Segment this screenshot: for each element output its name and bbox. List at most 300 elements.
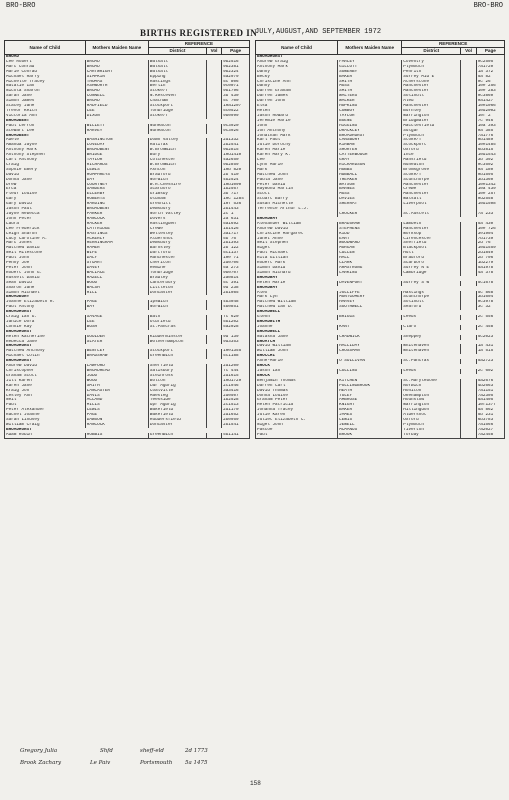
child-name: Leigh Sharon [5, 232, 86, 237]
col-header-maiden: Mothers Maiden Name [85, 41, 148, 55]
page-ref: 3b 430 [222, 94, 250, 99]
child-name: Neil [5, 398, 86, 403]
page-ref: 9c3926 [222, 129, 250, 134]
child-name: Russell David [5, 276, 86, 281]
mother-maiden-name: SOUTHWELL [338, 305, 402, 310]
district: Bury [148, 153, 206, 158]
page-ref: 4b3048 [222, 300, 250, 305]
surname-heading: BROAD [5, 55, 250, 60]
volume [461, 433, 476, 438]
mother-maiden-name: CATTRIDGE [85, 227, 148, 232]
mother-maiden-name: SAVAGE [85, 315, 148, 320]
mother-maiden-name: CARTWRIGHT [85, 70, 148, 75]
col-header-reference: REFERENCE [148, 41, 249, 48]
page-ref: 7b1739 [476, 237, 504, 242]
district: Hillingdon [402, 408, 461, 413]
page-ref: 10d1543 [476, 153, 504, 158]
page-ref: 5a2676 [476, 379, 504, 384]
child-name: Lynn Marie [256, 163, 338, 168]
mother-maiden-name: ACLAND [85, 398, 148, 403]
mother-maiden-name: HIGGINS [338, 124, 402, 129]
district: Crewe [148, 227, 206, 232]
district: Stockport [402, 143, 461, 148]
child-name: Rita Gillian [256, 256, 338, 261]
district: Bath [148, 315, 206, 320]
child-name: Lee Robert [5, 60, 86, 65]
page-ref: 1b2567 [222, 187, 250, 192]
child-name: Natalie Ian [5, 84, 86, 89]
district: Burnley [402, 109, 461, 114]
child-name: Erca [5, 187, 86, 192]
district: Haslingden [148, 222, 206, 227]
mother-maiden-name: KITCHEN [338, 379, 402, 384]
page-ref: 5a2723 [476, 359, 504, 364]
district: North Valley [148, 212, 206, 217]
child-name: Matthew John [256, 173, 338, 178]
district: Ince [402, 153, 461, 158]
page-ref: 1a 515 [476, 349, 504, 354]
mother-maiden-name: DAWSON [85, 418, 148, 423]
district: Bolton [148, 379, 206, 384]
district: Doncaster [148, 291, 206, 296]
col-header-reference: REFERENCE [402, 41, 505, 48]
page-ref: 10e 726 [476, 227, 504, 232]
child-name: Julie Dorothy [256, 143, 338, 148]
mother-maiden-name: WALLACE [85, 271, 148, 276]
district: Lwr Agbrig [148, 384, 206, 389]
mother-maiden-name: WALSH [85, 286, 148, 291]
district: Manchester [402, 183, 461, 188]
mother-maiden-name: CLARK [338, 261, 402, 266]
child-name: Karen Marie [256, 148, 338, 153]
handwritten-note: Portsmouth [140, 760, 173, 766]
district: Chatham [148, 99, 206, 104]
mother-maiden-name: JOLLIFFE [338, 291, 402, 296]
mother-maiden-name: SIMPKIN [85, 75, 148, 80]
col-header-vol: Vol [461, 48, 476, 55]
child-name: Paul [5, 403, 86, 408]
page-ref: 3b 392 [476, 158, 504, 163]
left-register-table [4, 40, 250, 439]
col-header-district: District [148, 48, 206, 55]
district: Salisbury [148, 369, 206, 374]
child-name: Fleur Louise [5, 192, 86, 197]
child-name: Helen Patricia [256, 403, 338, 408]
child-name: Pascoe [256, 428, 338, 433]
district: Coalville [148, 389, 206, 394]
child-name: Peter Jonn [5, 266, 86, 271]
child-name: Amanda Jayne [5, 143, 86, 148]
child-name: Jason Paul [5, 207, 86, 212]
mother-maiden-name: SMITH [338, 89, 402, 94]
page-ref: 5c 806 [222, 80, 250, 85]
mother-maiden-name: CULLEN [338, 251, 402, 256]
district: Stockport [148, 349, 206, 354]
district: Greenwich [148, 433, 206, 438]
page-ref: 10b1090 [222, 183, 250, 188]
page-ref: 4a2650 [222, 158, 250, 163]
mother-maiden-name: HOBBS [338, 168, 402, 173]
child-name: Becky [256, 75, 338, 80]
child-name: Kraig Jon [5, 389, 86, 394]
mother-maiden-name: MOSS [338, 84, 402, 89]
district: Walsall [402, 197, 461, 202]
child-name: John Peter [5, 217, 86, 222]
mother-maiden-name: HALLIDAY [338, 344, 402, 349]
mother-maiden-name: ARMSTRONG [338, 266, 402, 271]
page-ref: 2c1513 [222, 403, 250, 408]
page-ref: 5c0522 [222, 109, 250, 114]
page-ref: 2d0706 [222, 261, 250, 266]
child-name: Karen Jane [5, 384, 86, 389]
district: Kidderminster [148, 335, 206, 340]
district: Blackpool [402, 246, 461, 251]
mother-maiden-name: BROOK [338, 433, 402, 438]
child-name: Trevor Keith [5, 109, 86, 114]
page-ref: 1b2279 [476, 261, 504, 266]
surname-heading: BROADWAY [256, 286, 505, 291]
child-name: Elsa [256, 104, 338, 109]
mother-maiden-name: JEWELL [338, 423, 402, 428]
district: Scarboro [402, 261, 461, 266]
page-ref: 9c2505 [476, 60, 504, 65]
child-name: Stacey Jane [5, 104, 86, 109]
child-name: Julie Karen [256, 413, 338, 418]
page-ref: 2d 76 [476, 241, 504, 246]
mother-maiden-name: DAY [85, 178, 148, 183]
page-ref: 2c 458 [476, 325, 504, 330]
district: Down Valley [148, 138, 206, 143]
mother-maiden-name: COLLINS [338, 369, 402, 374]
page-ref: 9a 385 [476, 129, 504, 134]
child-name: Joanne [256, 325, 338, 330]
mother-maiden-name: SMITH [85, 384, 148, 389]
child-name: Connie Kay [5, 325, 86, 330]
page-ref: 3b1360 [476, 178, 504, 183]
mother-maiden-name: GOULDER [85, 335, 148, 340]
child-name: John [256, 124, 338, 129]
page-ref: 10f1377 [476, 403, 504, 408]
child-name: Rachel Joanne [5, 413, 86, 418]
page-ref: 9b1595 [476, 173, 504, 178]
mother-maiden-name: HANCOCK [85, 217, 148, 222]
child-name: Paul Antony [5, 305, 86, 310]
mother-maiden-name: BRIGGS [338, 315, 402, 320]
page-ref: 9b2381 [222, 65, 250, 70]
page-ref: 10e1066 [476, 104, 504, 109]
page-ref: 4b2524 [222, 178, 250, 183]
mother-maiden-name: POLLINGBROOK [338, 384, 402, 389]
mother-maiden-name: LEE [85, 109, 148, 114]
district: Torbay [402, 433, 461, 438]
mother-maiden-name: DAVIS [85, 394, 148, 399]
child-name: Benjamin Thomas [256, 379, 338, 384]
mother-maiden-name: HILL [85, 291, 148, 296]
child-name: Natasha Jane [256, 335, 338, 340]
district: St.Marylebone [402, 379, 461, 384]
page-ref: 5a 82 [476, 75, 504, 80]
child-name: Darren James [256, 94, 338, 99]
district: Sheffield [402, 241, 461, 246]
page-ref: 7a 233 [476, 212, 504, 217]
page-ref: 2b1393 [222, 241, 250, 246]
mother-maiden-name: BOENE [338, 119, 402, 124]
child-name: Karl Paul [256, 138, 338, 143]
surname-heading: BROADWAY [256, 217, 505, 222]
district: Plymouth [402, 423, 461, 428]
mother-maiden-name: CHADWICK [338, 335, 402, 340]
mother-maiden-name: MILLS [85, 403, 148, 408]
district: Nuneaton [148, 129, 206, 134]
mother-maiden-name: BAY [85, 305, 148, 310]
page-ref: 10c 1284 [222, 197, 250, 202]
mother-maiden-name: SANDERS [85, 187, 148, 192]
district: Hull [402, 251, 461, 256]
mother-maiden-name: LANCASTER [85, 389, 148, 394]
child-name: Christine Margaret [256, 232, 338, 237]
mother-maiden-name: DAVENPORT [338, 281, 402, 286]
page-ref: 5b1202 [222, 320, 250, 325]
child-name: Peter David [256, 183, 338, 188]
page-ref: 2b1085 [222, 291, 250, 296]
surname-heading: BROCCHI [256, 354, 505, 359]
page-ref: 10b 820 [222, 168, 250, 173]
district: Dartford [148, 251, 206, 256]
page-ref: 2c1946 [222, 384, 250, 389]
page-ref: 4b2663 [476, 384, 504, 389]
mother-maiden-name: BUSH [85, 325, 148, 330]
mother-maiden-name: BARNES [338, 187, 402, 192]
mother-maiden-name: PAGE [85, 300, 148, 305]
child-name: Helen [256, 109, 338, 114]
district: Tonbridge [148, 271, 206, 276]
page-ref: 2a 631 [222, 217, 250, 222]
district: Atherstone [402, 80, 461, 85]
page-ref: 5c 700 [222, 99, 250, 104]
district: Tiverton [402, 428, 461, 433]
page-ref: 9b2516 [222, 60, 250, 65]
district: Norwich [148, 178, 206, 183]
district: Bradford [402, 256, 461, 261]
mother-maiden-name: KNIGHT [338, 403, 402, 408]
mother-maiden-name: BRADSHAW [85, 354, 148, 359]
mother-maiden-name: WATSON [338, 183, 402, 188]
page-ref: 2d1652 [222, 413, 250, 418]
page-ref: 3a1717 [222, 232, 250, 237]
child-name: Nigel [256, 246, 338, 251]
district: Dewsbury [148, 207, 206, 212]
district: Halifax [148, 143, 206, 148]
district: Oldham [148, 197, 206, 202]
mother-maiden-name: HAZELL [85, 276, 148, 281]
district: Scunthorpe [402, 178, 461, 183]
mother-maiden-name: HARVEY [85, 129, 148, 134]
mother-maiden-name: HOPKINS [338, 104, 402, 109]
surname-heading: BROADHURST [256, 55, 505, 60]
district: Scunthorpe [402, 295, 461, 300]
page-ref: 7a1566 [476, 423, 504, 428]
district: Manchester [402, 84, 461, 89]
child-name: Paul [256, 433, 338, 438]
district: Warrington [402, 114, 461, 119]
district: St.Pancras [402, 359, 461, 364]
district: Grexhill [148, 202, 206, 207]
district: Manchester [402, 89, 461, 94]
child-name: Robert John G. [5, 271, 86, 276]
child-name: Simon James [5, 99, 86, 104]
district: St.Austell [402, 212, 461, 217]
mother-maiden-name: BROAD [85, 65, 148, 70]
page-ref: 10e 256 [476, 84, 504, 89]
page-ref: 9a 180 [476, 168, 504, 173]
page-ref: 3b1604 [476, 295, 504, 300]
child-name: Christopher [5, 369, 86, 374]
district: Nuneaton [402, 163, 461, 168]
page-ref: 5a 430 [476, 222, 504, 227]
mother-maiden-name: LOVEDAY [85, 143, 148, 148]
child-name: Andrew David [256, 227, 338, 232]
mother-maiden-name: BROAD [85, 60, 148, 65]
district: Hounslow [402, 398, 461, 403]
district: Bradley [148, 276, 206, 281]
child-name: Rebecca Jane [5, 340, 86, 345]
child-name: Karen Mary K. [256, 153, 338, 158]
page-ref: 2b1443 [222, 207, 250, 212]
handwritten-note: 2d 1773 [185, 748, 208, 754]
page-ref: 10e1342 [476, 183, 504, 188]
district: Canterbury [148, 281, 206, 286]
mother-maiden-name: ELLERBY [85, 192, 148, 197]
page-ref: 10e 71 [222, 256, 250, 261]
col-header-name: Name of Child [256, 41, 338, 55]
child-name: Jon Anthony [256, 129, 338, 134]
child-name: Stewart Lee [5, 129, 86, 134]
page-ref: 2b2541 [222, 143, 250, 148]
district: Norwich [148, 305, 206, 310]
page-ref: 5c 391 [222, 281, 250, 286]
page-ref: 3c 32 [476, 305, 504, 310]
district: Bradford [148, 173, 206, 178]
page-ref: 10a1207 [222, 104, 250, 109]
mother-maiden-name: HEATH [338, 389, 402, 394]
left-register-body [5, 55, 250, 439]
district: Hastings [402, 291, 461, 296]
surname-heading: BROCK [256, 374, 505, 379]
district: Grimsby [148, 192, 206, 197]
mother-maiden-name: ROBERTS [85, 197, 148, 202]
district: Surrey S W [402, 281, 461, 286]
mother-maiden-name: BRADSHAW [338, 222, 402, 227]
district: Stoke/T [402, 138, 461, 143]
page-ref: 5c2023 [476, 335, 504, 340]
district: Littleton [148, 286, 206, 291]
page-ref: 10d1410 [222, 153, 250, 158]
district: Dovers [148, 217, 206, 222]
child-name: Matthew William [256, 300, 338, 305]
page-ref: 3b 717 [222, 192, 250, 197]
mother-maiden-name: HANCOCK [85, 423, 148, 428]
district: Doncaster [148, 423, 206, 428]
district: Dewsbury [148, 241, 206, 246]
mother-maiden-name: BENTLEY [85, 349, 148, 354]
mother-maiden-name: MORGAN [338, 246, 402, 251]
district: Maesteg [148, 394, 206, 399]
mother-maiden-name: LEE [85, 320, 148, 325]
page-ref: 2d1200 [222, 364, 250, 369]
child-name: Gary [5, 197, 86, 202]
child-name: Matthew Anthony [5, 349, 86, 354]
col-header-district: District [402, 48, 461, 55]
page-ref: 10e1355 [222, 349, 250, 354]
child-name: Neil Milestone [5, 251, 86, 256]
child-name: Marie Conrad [5, 70, 86, 75]
mother-maiden-name: DALY [85, 256, 148, 261]
page-ref: 10e1485 [476, 143, 504, 148]
child-name: Nicola Sharon [5, 89, 86, 94]
district: Manchester [402, 192, 461, 197]
page-number: 158 [250, 780, 261, 787]
page-ref: 7a2458 [476, 433, 504, 438]
district: Aldershot [148, 237, 206, 242]
child-name: Danny [256, 70, 338, 75]
mother-maiden-name: DRACKLEY [338, 129, 402, 134]
mother-maiden-name: BROADHURST [338, 134, 402, 139]
child-name: Sarah Lindsey [5, 418, 86, 423]
child-name: Michael Colin [5, 354, 86, 359]
page-ref: 3a3416 [222, 389, 250, 394]
district: Walsall [148, 60, 206, 65]
child-name: Raymond Martin [256, 187, 338, 192]
child-name: Darren John [256, 99, 338, 104]
mother-maiden-name: COWBOY [338, 109, 402, 114]
mother-maiden-name: RICHARDSON [338, 163, 402, 168]
district: Honiton [402, 389, 461, 394]
mother-maiden-name: HACKER [85, 222, 148, 227]
page-ref: 9b0999 [222, 114, 250, 119]
district: Hemine [148, 266, 206, 271]
child-name: Glenn [256, 315, 338, 320]
mother-maiden-name: PARKER [85, 212, 148, 217]
mother-maiden-name: SHORTER [338, 148, 402, 153]
district: W.R.Cheshire [148, 183, 206, 188]
child-name: Anthony Stephen [5, 153, 86, 158]
district: Manchester [402, 104, 461, 109]
mother-maiden-name: MONTGOMERY [338, 295, 402, 300]
mother-maiden-name: AMBROSE [338, 398, 402, 403]
page-ref: 1b2528 [222, 398, 250, 403]
surname-heading: BROADHURST [5, 359, 250, 364]
mother-maiden-name: LAWFORD [85, 364, 148, 369]
district: N.Kesteven [148, 94, 206, 99]
district: Teesside [148, 398, 206, 403]
page-ref: 4b0851 [222, 305, 250, 310]
district: Ashton [148, 168, 206, 173]
col-header-page: Page [222, 48, 250, 55]
surname-heading: BROADBENT [5, 119, 250, 124]
district: Bridgwater [402, 119, 461, 124]
district: Manchester [402, 227, 461, 232]
child-name: Christine Ann [256, 80, 338, 85]
mother-maiden-name: GILLOTT [338, 65, 402, 70]
child-name: Mark [256, 168, 338, 173]
mother-maiden-name: HERRINGHAM [85, 241, 148, 246]
child-name: Jeremie Marie [256, 119, 338, 124]
volume [207, 433, 222, 438]
child-name: David William [256, 344, 338, 349]
child-name: Peter Alexander [5, 408, 86, 413]
page-ref: 5c1137 [222, 251, 250, 256]
mother-maiden-name: WOOD [85, 281, 148, 286]
